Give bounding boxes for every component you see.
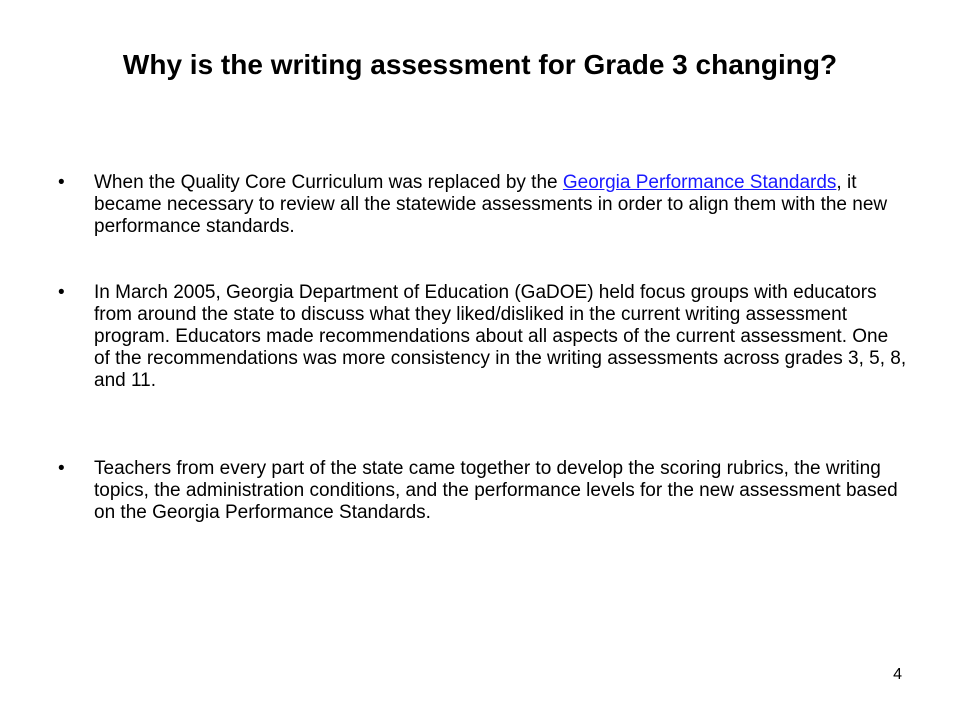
bullet-text: In March 2005, Georgia Department of Education (GaDOE) held focus groups with educators from around the state to discuss what they liked/disliked in the current writing assessment program. Educators made recommendations about all aspects of the current assessment. One of the recommendations was more consistency in the writing assessments across grades 3, 5, 8, and 11. bbox=[94, 282, 907, 391]
bullet-marker: • bbox=[58, 282, 65, 303]
bullet-item-focus-groups bbox=[58, 282, 908, 392]
bullet-item-teachers bbox=[58, 458, 908, 524]
slide-title: Why is the writing assessment for Grade 3 changing? bbox=[122, 49, 838, 80]
bullet-list bbox=[58, 172, 908, 524]
bullet-text-before-link: When the Quality Core Curriculum was replaced by the bbox=[94, 172, 563, 193]
bullet-text-after-link: , it became necessary to review all the statewide assessments in order to align them with the new performance standards. bbox=[94, 172, 888, 237]
bullet-text: Teachers from every part of the state came together to develop the scoring rubrics, the writing topics, the administration conditions, and the performance levels for the new assessment based on the Georgia Performance Standards. bbox=[94, 458, 898, 523]
georgia-performance-standards-link[interactable]: Georgia Performance Standards bbox=[562, 172, 837, 193]
bullet-marker: • bbox=[58, 458, 65, 479]
page-number: 4 bbox=[893, 666, 902, 683]
bullet-item-curriculum bbox=[58, 172, 908, 238]
bullet-marker: • bbox=[58, 172, 65, 193]
